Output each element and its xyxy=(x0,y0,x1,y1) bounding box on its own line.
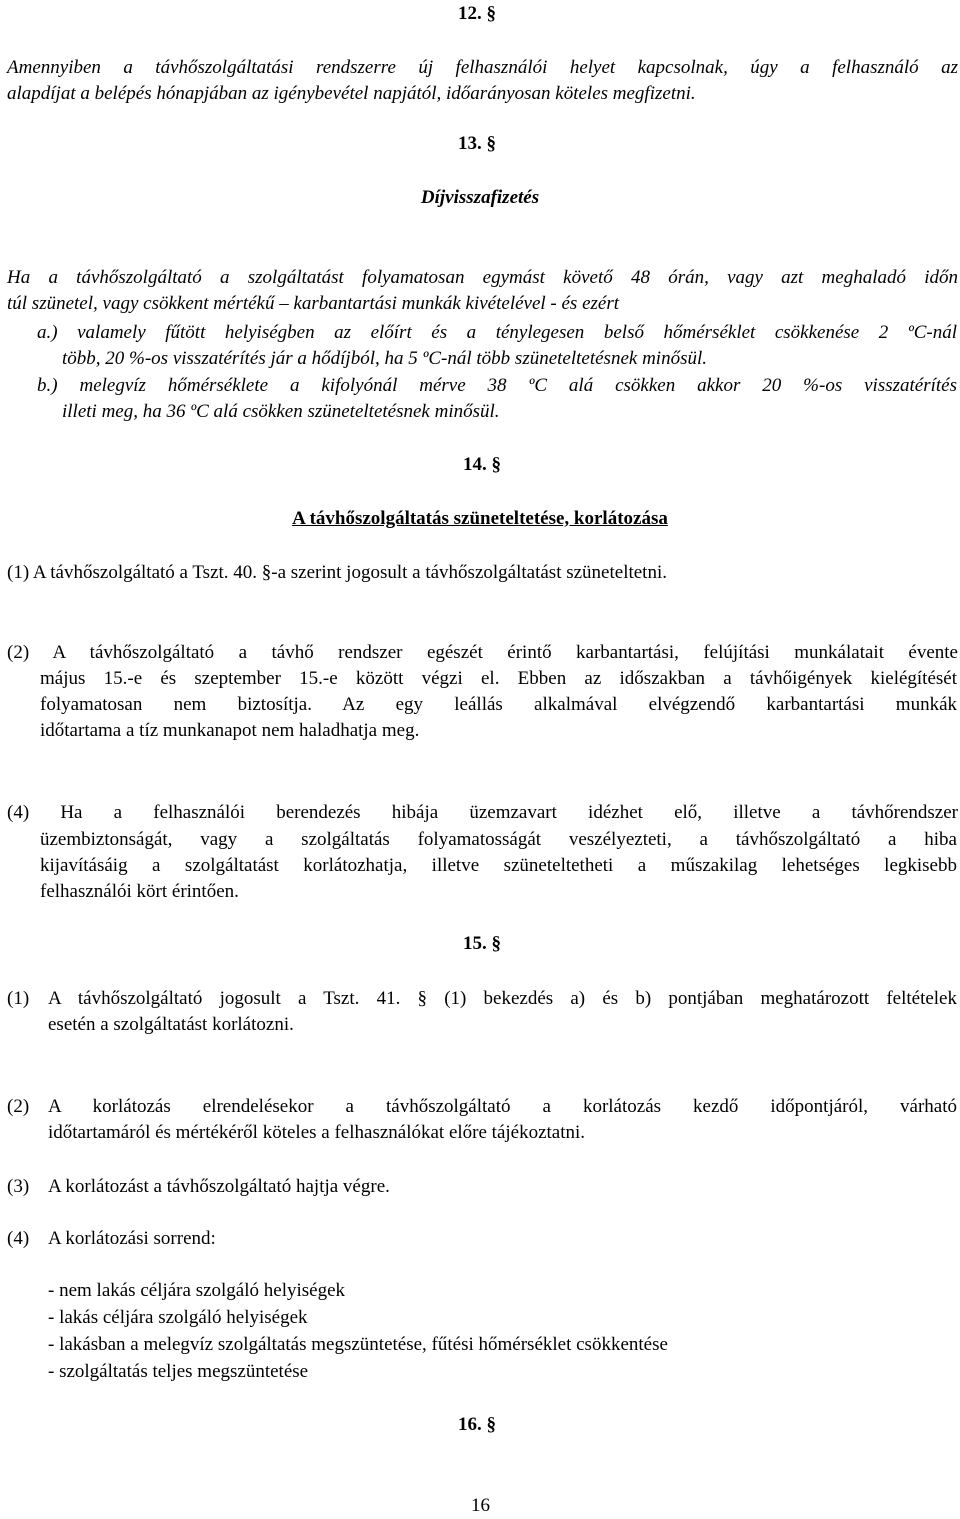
section-14-paragraph-2-line-3: folyamatosan nem biztosítja. Az egy leállás alkalmával elvégzendő karbantartási munkák xyxy=(40,694,957,715)
section-16-heading: 16. § xyxy=(458,1414,496,1435)
section-13-title: Díjvisszafizetés xyxy=(420,187,540,208)
section-15-item-4-text: A korlátozási sorrend: xyxy=(48,1228,216,1249)
section-14-heading: 14. § xyxy=(463,454,501,475)
section-14-paragraph-2-line-4: időtartama a tíz munkanapot nem haladhatja meg. xyxy=(40,720,420,741)
section-12-heading: 12. § xyxy=(458,3,496,24)
section-13-item-a-line-2: több, 20 %-os visszatérítés jár a hődíjból, ha 5 ºC-nál több szüneteltetésnek minősül. xyxy=(62,348,707,369)
section-15-item-1-line-2: esetén a szolgáltatást korlátozni. xyxy=(48,1014,294,1035)
section-15-item-3-text: A korlátozást a távhőszolgáltató hajtja végre. xyxy=(48,1176,390,1197)
order-list-item-2: - lakás céljára szolgáló helyiségek xyxy=(48,1307,308,1328)
section-13-heading: 13. § xyxy=(458,133,496,154)
section-14-paragraph-4-line-4: felhasználói kört érintően. xyxy=(40,881,239,902)
section-14-paragraph-2-line-1: (2) A távhőszolgáltató a távhő rendszer egészét érintő karbantartási, felújítási munkálatait évente xyxy=(7,642,958,663)
section-15-heading: 15. § xyxy=(463,933,501,954)
section-13-intro-line-2: túl szünetel, vagy csökkent mértékű – karbantartási munkák kivételével - és ezért xyxy=(7,293,620,314)
section-15-item-4-label: (4) xyxy=(7,1228,30,1249)
section-14-paragraph-4-line-2: üzembiztonságát, vagy a szolgáltatás folyamatosságát veszélyezteti, a távhőszolgáltató a hiba xyxy=(40,829,957,850)
section-13-item-a-line-1: a.) valamely fűtött helyiségben az előírt és a ténylegesen belső hőmérséklet csökkenése 2 ºC-nál xyxy=(37,322,957,343)
order-list-item-4: - szolgáltatás teljes megszüntetése xyxy=(48,1361,309,1382)
section-14-paragraph-4-line-1: (4) Ha a felhasználói berendezés hibája üzemzavart idézhet elő, illetve a távhőrendszer xyxy=(7,802,958,823)
section-14-paragraph-1: (1) A távhőszolgáltató a Tszt. 40. §-a szerint jogosult a távhőszolgáltatást szüneteltetni. xyxy=(7,562,667,583)
section-15-item-2-label: (2) xyxy=(7,1096,30,1117)
section-14-paragraph-2-line-2: május 15.-e és szeptember 15.-e között végzi el. Ebben az időszakban a távhőigények kielégítését xyxy=(40,668,957,689)
section-13-item-b-line-2: illeti meg, ha 36 ºC alá csökken szüneteltetésnek minősül. xyxy=(62,401,500,422)
section-14-paragraph-4-line-3: kijavításáig a szolgáltatást korlátozhatja, illetve szüneteltetheti a műszakilag lehetséges legkisebb xyxy=(40,855,957,876)
section-15-item-2-line-2: időtartamáról és mértékéről köteles a felhasználókat előre tájékoztatni. xyxy=(48,1122,586,1143)
section-15-item-3-label: (3) xyxy=(7,1176,30,1197)
section-15-item-2-line-1: A korlátozás elrendelésekor a távhőszolgáltató a korlátozás kezdő időpontjáról, várható xyxy=(48,1096,957,1117)
page-number: 16 xyxy=(471,1495,490,1516)
section-14-title: A távhőszolgáltatás szüneteltetése, korlátozása xyxy=(292,508,668,529)
order-list-item-1: - nem lakás céljára szolgáló helyiségek xyxy=(48,1280,346,1301)
section-12-line-2: alapdíjat a belépés hónapjában az igénybevétel napjától, időarányosan köteles megfizetni. xyxy=(7,83,696,104)
order-list-item-3: - lakásban a melegvíz szolgáltatás megszüntetése, fűtési hőmérséklet csökkentése xyxy=(48,1334,668,1355)
section-12-line-1: Amennyiben a távhőszolgáltatási rendszerre új felhasználói helyet kapcsolnak, úgy a felhasználó az xyxy=(7,57,958,78)
section-15-item-1-label: (1) xyxy=(7,988,30,1009)
section-15-item-1-line-1: A távhőszolgáltató jogosult a Tszt. 41. § (1) bekezdés a) és b) pontjában meghatározott feltételek xyxy=(48,988,957,1009)
section-13-item-b-line-1: b.) melegvíz hőmérséklete a kifolyónál mérve 38 ºC alá csökken akkor 20 %-os visszatérítés xyxy=(37,375,957,396)
section-13-intro-line-1: Ha a távhőszolgáltató a szolgáltatást folyamatosan egymást követő 48 órán, vagy azt meghaladó időn xyxy=(7,267,958,288)
